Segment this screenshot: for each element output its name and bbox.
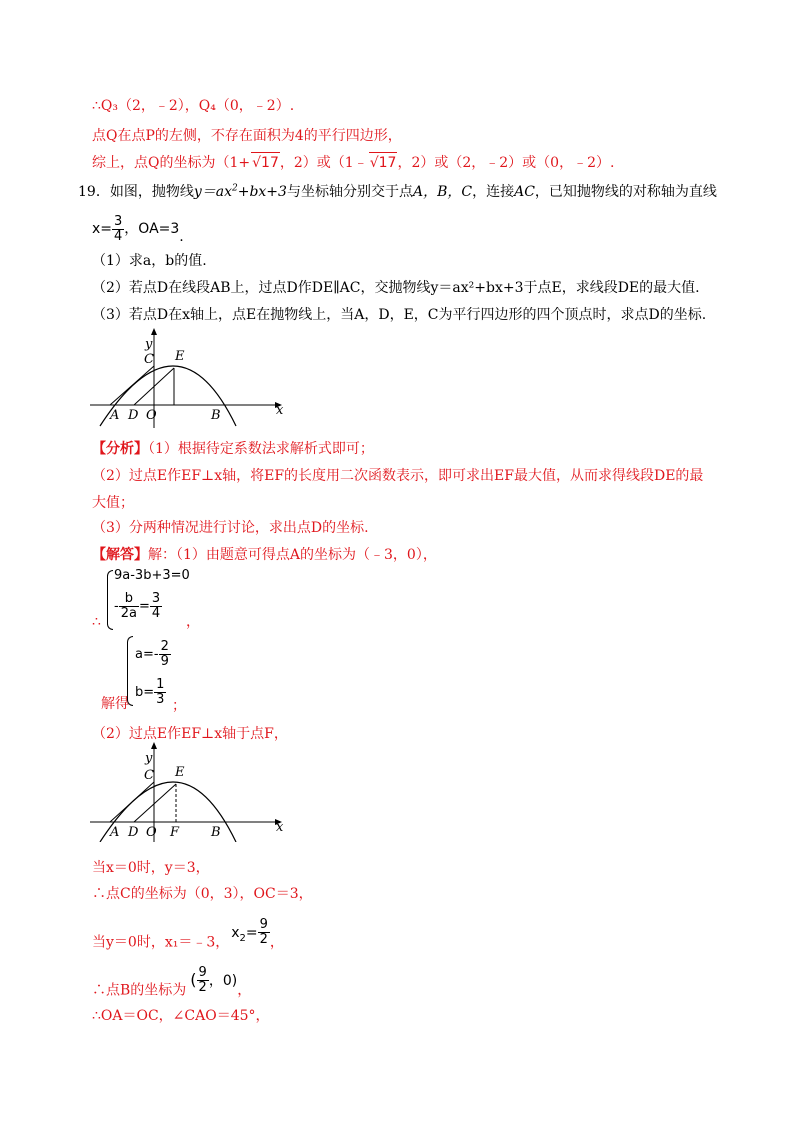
segment-ac: AC [514,184,535,200]
sqrt-17-a: √17 [251,152,280,173]
fig1-label-d: D [128,408,139,423]
sys2-b-label: b= [135,685,155,700]
sys1-fd: 2a [120,606,137,621]
x2-label: x [231,924,240,941]
sys2-ad: 9 [160,654,169,669]
stem-b: 与坐标轴分别交于点 [286,184,413,200]
question-3: （3）若点D在x轴上，点E在抛物线上，当A，D，E，C为平行四边形的四个顶点时，求点D的坐标. [92,307,707,323]
sqrt-17-a-value: 17 [261,155,279,171]
system-1-comma: ， [186,614,200,630]
fig1-label-e: E [175,349,185,364]
solve-label: 解得 [101,696,129,712]
x2-num: 9 [259,917,268,932]
analysis-p1: （1）根据待定系数法求解析式即可； [148,441,374,457]
line-y0 [92,917,284,957]
fig1-label-b: B [211,408,221,423]
answer-intro: 解：（1）由题意可得点A的坐标为（﹣3，0）， [148,547,437,563]
line-c-coord: ∴点C的坐标为（0，3），OC＝3， [92,886,313,902]
therefore-1: ∴ [92,614,101,630]
answer-tag: 【解答】 [92,547,148,563]
fig2-y-arrow [151,742,157,749]
system-1-eq2 [114,592,162,621]
stem-c: ，连接 [472,184,515,200]
line-last: ∴OA＝OC，∠CAO＝45°， [92,1008,270,1024]
sys2-a-label: a=- [135,647,159,662]
x2-eq: = [245,924,258,941]
sqrt-17-b-value: 17 [378,155,397,171]
axis-x-label: x= [92,221,113,237]
x2-comma: ， [269,934,284,951]
fig1-label-a: A [110,408,120,423]
axis-line [92,214,184,244]
fig2-label-e: E [175,765,185,780]
fig2-label-c: C [144,768,154,783]
figure-1 [90,328,290,428]
sys2-b-frac [154,678,166,707]
top-line-1: ∴Q₃（2，﹣2），Q₄（0，﹣2）. [92,98,295,114]
sys2-bd: 3 [156,692,165,707]
line-x0: 当x＝0时，y＝3， [92,860,210,876]
b-open: ( [190,969,197,989]
analysis-p2b: 大值； [92,495,134,511]
line-y0-text: 当y＝0时，x₁＝﹣3， [92,934,230,951]
sys1-rn: 3 [151,591,161,606]
fig1-segment-ac [110,366,154,405]
sys1-eq: = [138,599,150,614]
oa-dot: . [179,229,184,245]
fig2-label-y: y [145,751,153,766]
fig1-label-o: O [146,408,157,423]
fig1-label-x: x [276,403,284,418]
sys1-frac-right [150,592,162,621]
fig2-label-o: O [146,825,157,840]
problem-stem [78,182,717,202]
oa-text: ，OA=3 [124,221,180,237]
x2-den: 2 [259,932,268,947]
x2-frac [258,918,270,947]
b-comma: ， [237,982,252,999]
analysis-tag: 【分析】 [92,441,148,457]
fig2-label-f: F [170,825,180,840]
sys2-an: 2 [160,639,169,654]
answer-p2: （2）过点E作EF⊥x轴于点F， [92,726,288,742]
line-b-text: ∴点B的坐标为 [92,982,187,999]
question-2: （2）若点D在线段AB上，过点D作DE∥AC，交抛物线y＝ax²+bx+3于点E，求线段DE的最大值. [92,280,700,296]
top-line-3 [92,152,614,173]
sys1-frac-left [119,592,139,621]
figure-2 [90,742,290,842]
fig1-label-c: C [144,352,154,367]
answer-line-1 [92,545,437,565]
b-den: 2 [198,980,207,995]
question-1: （1）求a，b的值. [92,253,207,269]
fig2-label-a: A [110,825,120,840]
fig2-label-b: B [211,825,221,840]
system-2-semicolon: ； [172,698,186,714]
axis-fraction [112,215,124,244]
system-2-b [135,678,166,707]
system-2-a [135,640,171,669]
b-rest: ，0) [208,972,238,989]
axis-frac-num: 3 [114,213,123,229]
system-1-eq1: 9a-3b+3=0 [114,568,190,583]
sys1-neg: - [114,599,119,614]
line-b-coord [92,965,252,1005]
fig2-label-x: x [276,820,284,835]
stem-d: ，已知抛物线的对称轴为直线 [534,184,717,200]
analysis-p2a: （2）过点E作EF⊥x轴，将EF的长度用二次函数表示，即可求出EF最大值，从而求得线段DE的最 [92,468,704,484]
fig2-label-d: D [128,825,139,840]
top-line-3-post: ，2）或（2，﹣2）或（0，﹣2）. [397,155,615,171]
stem-a: 如图，抛物线 [109,184,194,200]
sqrt-17-b: √17 [369,152,398,173]
top-line-2: 点Q在点P的左侧，不存在面积为4的平行四边形， [92,128,402,144]
points-abc: A，B，C [412,184,473,200]
sys2-a-frac [159,640,171,669]
axis-frac-den: 4 [114,228,123,244]
sys1-fn: b [119,592,139,607]
b-frac [197,966,209,995]
parabola-eq: $y=ax^2+bx+3$ [193,183,287,200]
top-line-3-pre: 综上，点Q的坐标为（1+ [92,155,251,171]
fig1-label-y: y [145,337,153,352]
fig1-y-arrow [151,328,157,335]
x2-expression [231,917,270,947]
fig2-segment-ac [110,782,154,822]
top-line-3-mid: ，2）或（1﹣ [279,155,368,171]
b-coord-expression [190,965,238,995]
x2-sub: 2 [239,932,246,944]
b-num: 9 [198,965,207,980]
fig2-segment-de [134,784,176,822]
analysis-line-1 [92,439,374,459]
system-1-brace [107,570,113,630]
problem-number: 19． [78,184,110,200]
analysis-p3: （3）分两种情况进行讨论，求出点D的坐标. [92,520,369,536]
sys1-rd: 4 [151,606,161,621]
sys2-bn: 1 [156,677,165,692]
